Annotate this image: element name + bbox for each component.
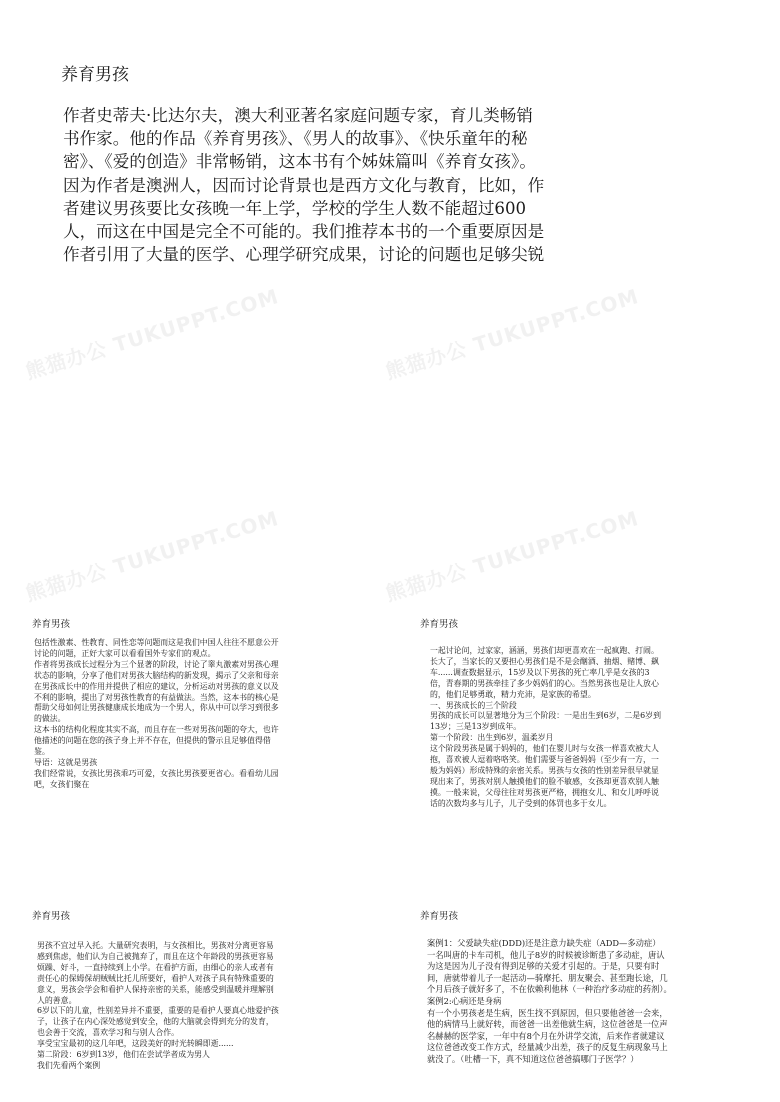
slide-paragraph: 这本书的结构化程度其实不高，而且存在一些对男孩问题的夸大，也许他描述的问题在您的孩子身上并不存在，但提供的警示且足够值得借鉴。 [34,725,279,757]
slide-paragraph: 一、男孩成长的三个阶段 [430,700,517,710]
slide-paragraph: 有一个小男孩老是生病，医生找不到原因，但只要他爸爸一会来，他的病情马上就好转，而爸爸一出差他就生病，这位爸爸是一位声名赫赫的医学家，一年中有8个月在外讲学交流，后来作者就建议这位爸爸改变工作方式，经量减少出差，孩子的反复生病现象马上就没了。（吐槽一下，真不知道这位爸爸搞哪门子医学？） [427,1007,668,1064]
watermark-4: 熊猫办公 TUKUPPT.COM [382,505,642,606]
slide-body [427,938,672,1066]
slide-body [37,941,280,1072]
slide-paragraph: 一起讨论问，过家家，涵涵，男孩们却更喜欢在一起疯跑、打闹。长大了，当家长的又要担心男孩们是不是会酗酒、抽烟、赌博、飙车......调查数据显示，15岁及以下男孩的死亡率几乎是女孩的3倍，青春期的男孩牵挂了多少妈妈们的心。当然男孩也是让人放心的，他们足够勇敢，精力充沛，是家族的希望。 [430,646,659,699]
slide-paragraph: 我们先看两个案例 [37,1060,101,1070]
slide-paragraph: 作者将男孩成长过程分为三个显著的阶段，讨论了睾丸激素对男孩心理状态的影响，分享了他们对男孩大脑结构的新发现，揭示了父亲和母亲在男孩成长中的作用并提供了相应的建议，分析运动对男孩的意义以及不利的影响，提出了对男孩性教育的有益做法。当然，这本书的核心是帮助父母如何让男孩健康成长地成为一个男人，你从中可以学习到很多的做法。 [34,659,279,724]
slide-paragraph: 第二阶段：6岁到13岁，他们在尝试学者成为男人 [37,1050,210,1060]
slide-title: 养育男孩 [420,911,459,922]
slide-paragraph: 这个阶段男孩是属于妈妈的，他们在婴儿时与女孩一样喜欢被大人抱，喜欢被人逗着咯咯笑。他们需要与爸爸妈妈（至少有一方，一般为妈妈）形成特殊的亲密关系。男孩与女孩的性别差异很早就显现出来了，男孩对别人触摸他们的脸不敏感，女孩却更喜欢别人触摸。一般来说，父母往往对男孩更严格，拥抱女儿、和女儿呼呼说话的次数均多与儿子，儿子受到的体罚也多于女儿。 [430,744,659,808]
slide-paragraph: 一名叫唐的卡车司机，他儿子8岁的时候被诊断患了多动症，唐认为这是因为儿子没有得到足够的关爱才引起的。于是，只要有时间，唐就带着儿子一起活动—骑摩托、朋友聚会、甚至跑长途，几个月后孩子就好多了，不在依赖利他林（一种治疗多动症的药剂）。 [427,949,672,995]
slide-title: 养育男孩 [32,911,71,922]
slide-paragraph: 男孩不宜过早入托。大量研究表明，与女孩相比，男孩对分离更容易感到焦虑，他们认为自己被抛弃了，而且在这个年龄段的男孩更容易烦躁、好斗，一直持续到上小学。在看护方面，由细心的亲人或者有责任心的保姆保胡贼贼比托儿所要好，看护人对孩子具有特殊重要的意义，男孩会学会和看护人保持亲密的关系，能感受到温暖并理解别人的善意。 [37,941,274,1005]
watermark-2: 熊猫办公 TUKUPPT.COM [382,283,642,384]
slide-thumbnail [420,908,780,1102]
slide-paragraph: 6岁以下的儿童，性别差异并不重要，重要的是看护人要真心地爱护孩子，让孩子在内心深处感觉到安全，他的大脑就会得到充分的发育，也会善于交流，喜欢学习和与别人合作。 [37,1006,279,1038]
slide-paragraph: 我们经常说，女孩比男孩乖巧可爱，女孩比男孩要更省心。看看幼儿园吧，女孩们聚在 [34,768,279,789]
watermark-1: 熊猫办公 TUKUPPT.COM [22,283,282,384]
main-paragraph: 作者史蒂夫·比达尔夫，澳大利亚著名家庭问题专家，育儿类畅销书作家。他的作品《养育男孩》、《男人的故事》、《快乐童年的秘密》、《爱的创造》非常畅销，这本书有个姊妹篇叫《养育女孩》。 [63,106,536,172]
slide-thumbnail [420,616,780,916]
slide-thumbnail [32,616,392,916]
slide-body [430,646,665,810]
watermark-3: 熊猫办公 TUKUPPT.COM [22,505,282,606]
slide-paragraph: 男孩的成长可以显著地分为三个阶段：一是出生到6岁，二是6岁到13岁；三是13岁到成年。 [430,711,661,732]
slide-paragraph: 案例1：父爱缺失症(DDD)还是注意力缺失症（ADD—多动症） [427,938,661,948]
page-title: 养育男孩 [61,65,129,85]
slide-paragraph: 享受宝宝最初的这几年吧，这段美好的时光转瞬即逝...... [37,1039,234,1049]
slide-body [34,638,279,791]
slide-paragraph: 包括性激素、性教育、同性恋等问题而这是我们中国人往往不愿意公开讨论的问题，正好大家可以看看国外专家们的观点。 [34,638,279,658]
slide-thumbnail [32,908,392,1102]
main-paragraph: 因为作者是澳洲人，因而讨论背景也是西方文化与教育，比如，作者建议男孩要比女孩晚一年上学，学校的学生人数不能超过600人，而这在中国是完全不可能的。我们推荐本书的一个重要原因是作者引用了大量的医学、心理学研究成果，讨论的问题也足够尖锐 [63,175,545,265]
slide-paragraph: 案例2:心病还是身病 [427,995,502,1006]
slide-paragraph: 第一个阶段：出生到6岁，温柔岁月 [430,733,554,743]
slide-title: 养育男孩 [32,619,71,630]
slide-paragraph: 导语：这就是男孩 [34,757,98,767]
main-slide-body [63,104,548,266]
slide-title: 养育男孩 [420,619,459,630]
